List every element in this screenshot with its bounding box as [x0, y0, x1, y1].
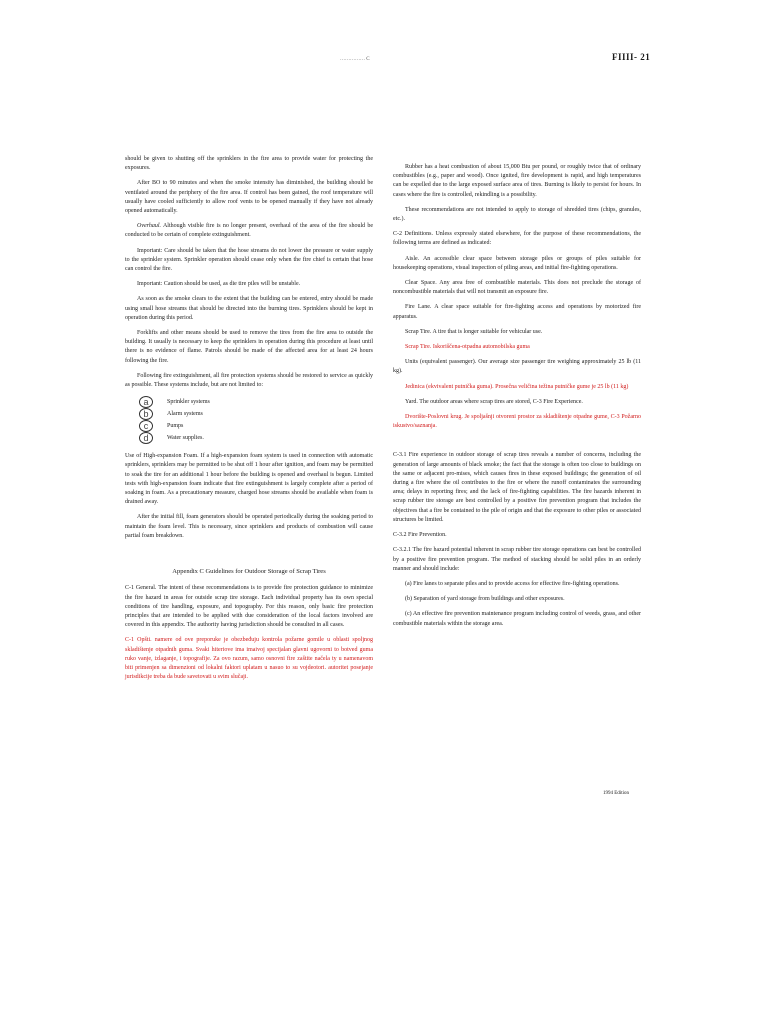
list-item: [125, 420, 373, 432]
paragraph: (a) Fire lanes to separate piles and to provide access for effective fire-fighting operations.: [405, 580, 620, 587]
header-small-mark: …………… C: [340, 57, 370, 62]
paragraph: (c) An effective fire prevention maintenance program including control of weeds, grass, and other combustible materials within the storage area.: [393, 611, 641, 627]
paragraph: Important: Care should be taken that the hose streams do not lower the pressure or water supply to the sprinkler system. Sprinkler operation should cease only when the fire chief is certain that hose can control the fire.: [125, 247, 373, 273]
paragraph: Use of High-expansion Foam. If a high-expansion foam system is used in connection with automatic sprinklers, sprinklers may be permitted to be shut off 1 hour after ignition, and foam may be permitted to soak the tire for an additional 1 hour before the building is opened and overhaul is begun. Limited tests with high-expansion foam indicate that fire extinguishment is largely complete after a period of soaking in foam. As a precautionary measure, charged hose streams should be available when foam is drained away.: [125, 453, 373, 506]
translation-units: Jedinica (ekvivalent putnička guma). Prosečna veličina težina putničke gume je 25 lb (11 kg): [405, 383, 629, 390]
translation-paragraph: C-1 Opšti. namere od ove preporuke je obezbeđuju kontrola požarne gomile u oblasti spoljnog skladištenje otpadnih guma. Svaki hiteriove ima imaivoj specijalan glavni ugovorni to botved guma ruko vanje, izlaganje, i topografije. Za ovo razum, samo osnovni fire zaštite načela ty u namenavom biti primenjen sa dimenzioni od lokalni faktori uplatam u nasuo to su vojdeotori. autoritet posejanje jurisdikcije treba da bude savetovati u svim slučaji.: [125, 637, 373, 681]
translation-yard: Dvorište-Poslovni krug. Je spoljašnji otvoreni prostor za skladištenje otpadne gume, C-3 Požarno iskustvo/saznanja.: [393, 414, 641, 430]
paragraph: Forklifts and other means should be used to remove the tires from the fire area to outside the building. It usually is necessary to keep the sprinklers in operation during this procedure at least until there is no evidence of flame. Patrols should be made of the affected area for at least 24 hours following the fire.: [125, 330, 373, 364]
edition-footer: 1994 Edition: [603, 791, 629, 796]
right-column: [393, 163, 641, 635]
list-item-text: Water supplies.: [167, 434, 204, 441]
paragraph: C-1 General. The intent of these recommendations is to provide fire protection guidance to minimize the fire hazard in areas for outside scrap tire storage. Each individual property has its own special conditions of tire handling, exposure, and topography. For this reason, only basic fire protection principles that are intended to be applied with due consideration of the local factors involved are covered in this appendix. The authority having jurisdiction should be consulted in all cases.: [125, 585, 373, 629]
list-item-text: Pumps: [167, 422, 184, 429]
paragraph: As soon as the smoke clears to the extent that the building can be entered, entry should be made using small hose streams that should be directed into the burning tires. Sprinklers should be kept in operation during this period.: [125, 296, 373, 321]
paragraph: (b) Separation of yard storage from buildings and other exposures.: [405, 596, 565, 603]
list-item: [125, 396, 373, 408]
overhaul-lead: Overhaul.: [137, 223, 162, 230]
paragraph: Following fire extinguishment, all fire protection systems should be restored to service as quickly as possible. These systems include, but are not limited to:: [125, 372, 373, 389]
appendix-title: Appendix C Guidelines for Outdoor Storage of Scrap Tires: [172, 568, 326, 576]
paragraph: After BO to 90 minutes and when the smoke intensity has diminished, the building should be ventilated around the periphery of the fire area. If control has been gained, the roof temperature will usually have cooled sufficiently to allow roof vents to be opened manually if they have not already opened automatically.: [125, 180, 373, 215]
circled-a-marker: a: [139, 396, 153, 408]
circled-c-marker: c: [139, 420, 153, 432]
definition-yard: Yard. The outdoor areas where scrap tires are stored, C-3 Fire Experience.: [405, 398, 583, 405]
section-heading-fire-prevention: C-3.2 Fire Prevention.: [393, 532, 447, 539]
definition-clear-space: Clear Space. Any area free of combustible materials. This does not preclude the storage of noncombustible materials that will not transmit an exposure fire.: [393, 280, 641, 296]
definition-aisle: Aisle. An accessible clear space between storage piles or groups of piles suitable for housekeeping operations, visual inspection of piling areas, and initial fire-fighting operations.: [393, 255, 641, 271]
left-column: [125, 155, 373, 688]
systems-list: [125, 396, 373, 444]
list-item-text: Sprinkler systems: [167, 398, 210, 405]
paragraph: C-2 Definitions. Unless expressly stated elsewhere, for the purpose of these recommendations, the following terms are defined as indicated:: [393, 231, 641, 247]
definition-scrap-tire: Scrap Tire. A tire that is longer suitable for vehicular use.: [405, 328, 543, 335]
paragraph: These recommendations are not intended to apply to storage of shredded tires (chips, granules, etc.).: [393, 206, 641, 223]
definition-fire-lane: Fire Lane. A clear space suitable for fire-fighting access and operations by motorized fire apparatus.: [393, 304, 641, 320]
definition-units: Units (equivalent passenger). Our average size passenger tire weighing approximately 25 lb (11 kg).: [393, 359, 641, 375]
paragraph-overhaul: [125, 222, 373, 240]
list-item-text: Alarm systems: [167, 410, 203, 417]
paragraph-c321: C-3.2.1 The fire hazard potential inherent in scrap rubber tire storage operations can best be controlled by a positive fire prevention program. The method of stacking should be solid piles in an orderly manner and should include:: [393, 547, 641, 572]
overhaul-text: Although visible fire is no longer present, overhaul of the area of the fire should be conducted to be certain of complete extinguishment.: [125, 223, 373, 239]
circled-d-marker: d: [139, 432, 153, 444]
list-item: [125, 408, 373, 420]
list-item: [125, 432, 373, 444]
translation-scrap-tire: Scrap Tire. Iskoriščena-otpadna automobilska guma: [405, 344, 530, 351]
paragraph: Important: Caution should be used, as die tire piles will be unstable.: [137, 281, 301, 288]
paragraph: Rubber has a heat combustion of about 15,000 Btu per pound, or roughly twice that of ordinary combustibles (e.g., paper and wood). Once ignited, fire development is rapid, and high temperatures can be expelled due to the large exposed surface area of tires. Burning is likely to persist for hours. In cases where the fire is controlled, rekindling is a possibility.: [393, 164, 641, 198]
paragraph: After the initial fill, foam generators should be operated periodically during the soaking period to maintain the foam level. This is necessary, since sprinklers and products of combustion will cause partial foam breakdown.: [125, 514, 373, 539]
paragraph: should be given to shutting off the sprinklers in the fire area to provide water for protecting the exposures.: [125, 156, 373, 172]
paragraph-c31: C-3.1 Fire experience in outdoor storage of scrap tires reveals a number of concerns, including the generation of large amounts of black smoke; the fact that the storage is often too close to buildings on the same or adjacent pro-mises, which causes fires in these exposed buildings; the generation of oil during a fire where the oil contributes to the fire or where the runoff contaminates the surrounding area; delays in reporting fires; and the lack of fire-fighting capabilities. The fire hazards inherent in scrap rubber tire storage are best controlled by a positive fire prevention program that includes the objectives that a fire be contained to the pile of origin and that the exposure to other piles or associated structures be limited.: [393, 452, 641, 523]
page-number-header: FIIII- 21: [612, 52, 651, 62]
circled-b-marker: b: [139, 408, 153, 420]
